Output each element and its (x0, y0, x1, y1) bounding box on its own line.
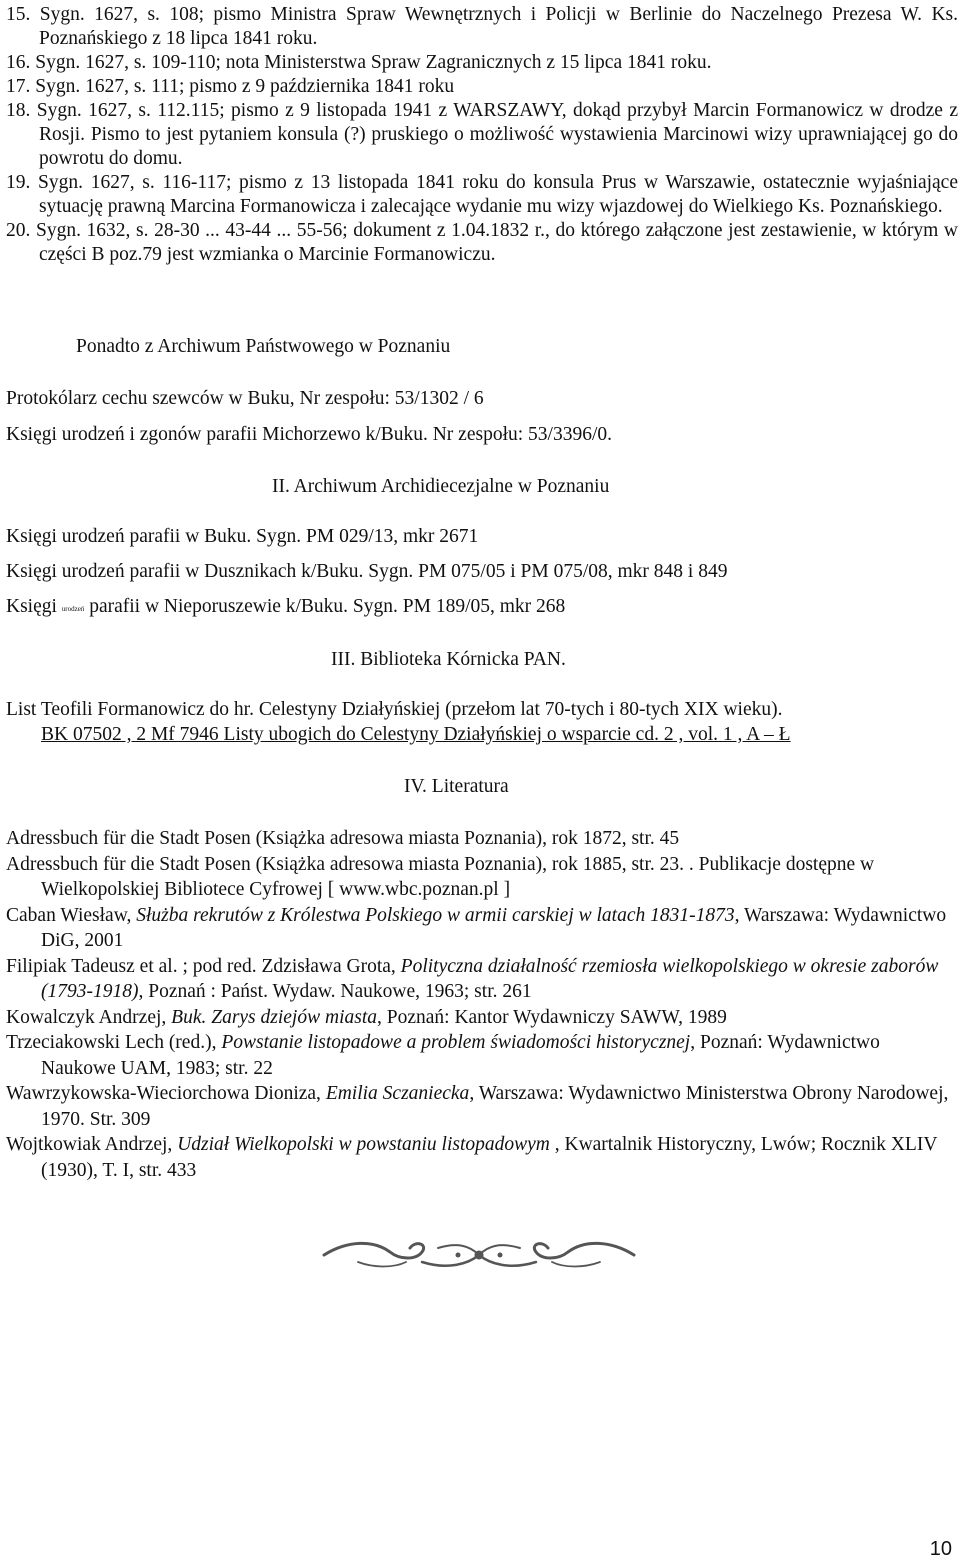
bib-author: Wojtkowiak Andrzej, (6, 1134, 178, 1155)
item-3-suffix: parafii w Nieporuszewie k/Buku. Sygn. PM 189/05, mkr 268 (89, 596, 566, 617)
section-3-catalog: BK 07502 , 2 Mf 7946 Listy ubogich do Celestyny Działyńskiej o wsparcie cd. 2 , vol. 1 , A – Ł (41, 724, 791, 745)
footnote-20: 20. Sygn. 1632, s. 28-30 ... 43-44 ... 55-56; dokument z 1.04.1832 r., do którego załączone jest zestawienie, w którym w części B poz.79 jest wzmianka o Marcinie Formanowiczu. (6, 220, 958, 265)
bib-publisher: , Poznań : Państ. Wydaw. Naukowe, 1963; str. 261 (138, 981, 532, 1002)
section-4-heading: IV. Literatura (404, 776, 509, 797)
footnote-19: 19. Sygn. 1627, s. 116-117; pismo z 13 listopada 1841 roku do konsula Prus w Warszawie, ostatecznie wyjaśniające sytuację prawną Marcina Formanowicza i zalecające wydanie mu wizy wjazdowej do Wielkiego Ks. Poznańskiego. (6, 172, 958, 217)
bib-author: Caban Wiesław, (6, 904, 137, 926)
bib-entry (6, 903, 956, 954)
bib-author: Trzeciakowski Lech (red.), (6, 1032, 222, 1053)
page-number: 10 (929, 1538, 952, 1560)
bib-publisher: , Warszawa: Wydawnictwo Ministerstwa Obrony Narodowej, 1970. Str. 309 (41, 1083, 949, 1130)
section-2-item-niepruszewo (6, 595, 565, 621)
bib-publisher: , Kwartalnik Historyczny, Lwów; Rocznik XLIV (1930), T. I, str. 433 (41, 1134, 938, 1181)
bib-entry (6, 1132, 956, 1183)
footnotes (6, 3, 958, 267)
bib-title: Służba rekrutów z Królestwa Polskiego w armii carskiej w latach 1831-1873 (136, 904, 735, 926)
bib-title: Polityczna działalność rzemiosła wielkopolskiego w okresie zaborów (1793-1918) (41, 955, 939, 1002)
section-2-item-buk: Księgi urodzeń parafii w Buku. Sygn. PM 029/13, mkr 2671 (6, 526, 479, 547)
footnote-15: 15. Sygn. 1627, s. 108; pismo Ministra Spraw Wewnętrznych i Policji w Berlinie do Naczelnego Prezesa W. Ks. Poznańskiego z 18 lipca 1841 roku. (6, 4, 958, 49)
bib-title: Emilia Sczaniecka (325, 1083, 470, 1104)
bib-entry (6, 1005, 956, 1031)
bibliography (6, 826, 956, 1183)
archive-item-protokolarz: Protokólarz cechu szewców w Buku, Nr zespołu: 53/1302 / 6 (6, 388, 484, 409)
bib-entry (6, 1081, 956, 1132)
bib-publisher: , Warszawa: Wydawnictwo DiG, 2001 (41, 904, 947, 951)
bib-entry (6, 1030, 956, 1081)
bib-author: Filipiak Tadeusz et al. ; pod red. Zdzisława Grota, (6, 955, 401, 977)
archive-poznan-heading: Ponadto z Archiwum Państwowego w Poznaniu (76, 336, 451, 357)
bib-publisher: , Poznań: Kantor Wydawniczy SAWW, 1989 (377, 1006, 727, 1028)
section-2-item-duszniki: Księgi urodzeń parafii w Dusznikach k/Buku. Sygn. PM 075/05 i PM 075/08, mkr 848 i 849 (6, 561, 728, 582)
bib-entry: Adressbuch für die Stadt Posen (Książka adresowa miasta Poznania), rok 1872, str. 45 (6, 828, 680, 849)
item-3-small-text: urodzeń (61, 605, 85, 613)
section-3-heading: III. Biblioteka Kórnicka PAN. (331, 649, 566, 670)
section-3-letter: List Teofili Formanowicz do hr. Celestyny Działyńskiej (przełom lat 70-tych i 80-tych XIX wieku). (6, 699, 783, 720)
footnote-16: 16. Sygn. 1627, s. 109-110; nota Ministerstwa Spraw Zagranicznych z 15 lipca 1841 roku. (6, 52, 712, 73)
bib-title: Buk. Zarys dziejów miasta (171, 1006, 377, 1028)
item-3-prefix: Księgi (6, 596, 57, 617)
bib-author: Wawrzykowska-Wieciorchowa Dioniza, (6, 1083, 326, 1104)
footnote-17: 17. Sygn. 1627, s. 111; pismo z 9 października 1841 roku (6, 76, 455, 97)
bib-entry (6, 954, 956, 1005)
archive-item-michorzewo: Księgi urodzeń i zgonów parafii Michorzewo k/Buku. Nr zespołu: 53/3396/0. (6, 424, 612, 445)
bib-publisher: , Poznań: Wydawnictwo Naukowe UAM, 1983; str. 22 (41, 1032, 880, 1079)
bib-title: Powstanie listopadowe a problem świadomości historycznej (221, 1032, 691, 1053)
bib-author: Kowalczyk Andrzej, (6, 1006, 172, 1028)
section-2-heading: II. Archiwum Archidiecezjalne w Poznaniu (272, 476, 610, 497)
footnote-18: 18. Sygn. 1627, s. 112.115; pismo z 9 listopada 1941 z WARSZAWY, dokąd przybył Marcin Formanowicz w drodze z Rosji. Pismo to jest pytaniem konsula (?) pruskiego o możliwość wystawienia Marcinowi wizy uprawniającej go do powrotu do domu. (6, 100, 958, 169)
ornament-divider-icon (318, 1238, 640, 1272)
bib-entry: Adressbuch für die Stadt Posen (Książka adresowa miasta Poznania), rok 1885, str. 23. . Publikacje dostępne w Wielkopolskiej Bibliotece Cyfrowej [ www.wbc.poznan.pl ] (6, 853, 875, 900)
bib-title: Udział Wielkopolski w powstaniu listopadowym (177, 1134, 550, 1155)
